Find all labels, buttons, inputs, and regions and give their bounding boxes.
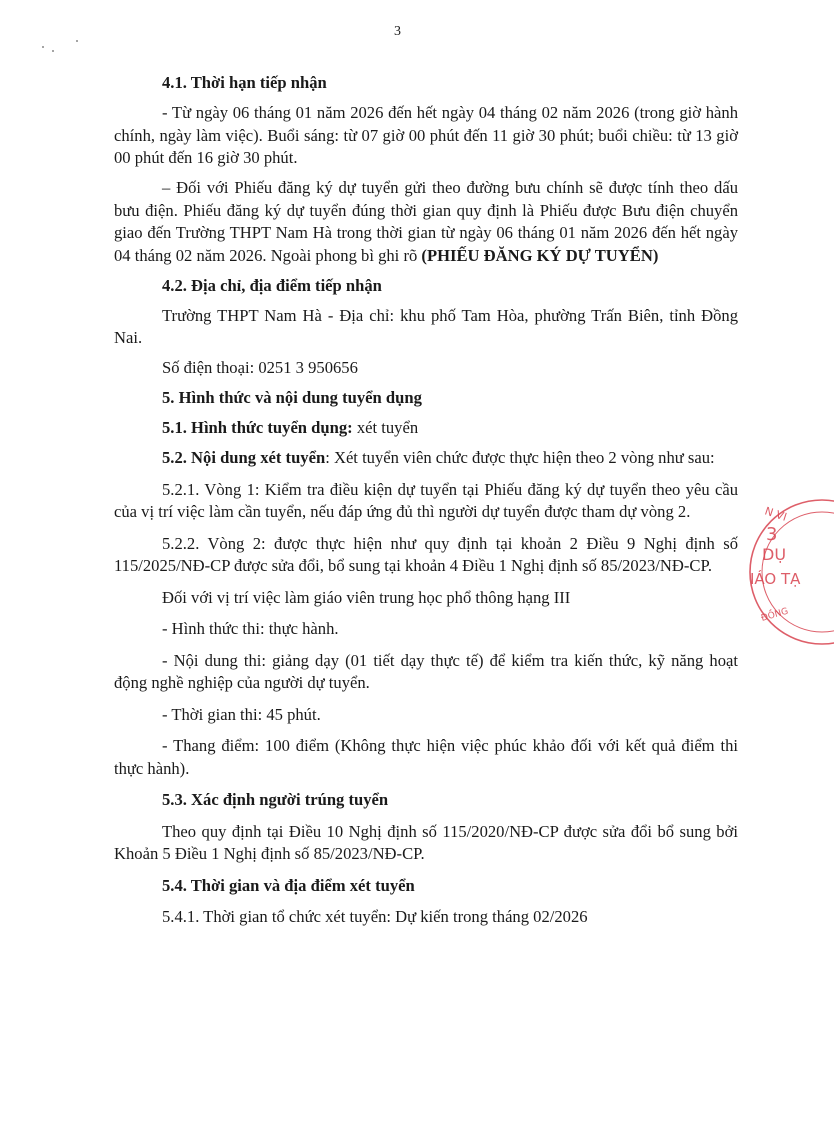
scan-speck xyxy=(42,46,44,48)
heading-4-2: 4.2. Địa chỉ, địa điểm tiếp nhận xyxy=(162,275,382,295)
paragraph-5-4-1: 5.4.1. Thời gian tổ chức xét tuyển: Dự kiến trong tháng 02/2026 xyxy=(162,907,588,926)
paragraph-5-2: 5.2. Nội dung xét tuyển: Xét tuyển viên chức được thực hiện theo 2 vòng như sau: xyxy=(162,448,715,467)
paragraph-position: Đối với vị trí việc làm giáo viên trung học phổ thông hạng III xyxy=(162,587,571,607)
paragraph-round-2: 5.2.2. Vòng 2: được thực hiện như quy định tại khoản 2 Điều 9 Nghị định số 115/2025/NĐ-CP được sửa đổi, bổ sung tại khoản 4 Điều 1 Nghị định số 85/2023/NĐ-CP. xyxy=(114,533,738,575)
document-body xyxy=(114,72,738,929)
paragraph-exam-content: - Nội dung thi: giảng dạy (01 tiết dạy thực tế) để kiểm tra kiến thức, kỹ năng hoạt động nghề nghiệp của người dự tuyển. xyxy=(114,650,738,692)
paragraph-postal-submission: – Đối với Phiếu đăng ký dự tuyển gửi theo đường bưu chính sẽ được tính theo dấu bưu điện. Phiếu đăng ký dự tuyển đúng thời gian quy định là Phiếu được Bưu điện chuyển giao đến Trường THPT Nam Hà trong thời gian từ ngày 06 tháng 01 năm 2026 đến hết ngày 04 tháng 02 năm 2026. Ngoài phong bì ghi rõ (PHIẾU ĐĂNG KÝ DỰ TUYỂN) xyxy=(114,178,738,265)
stamp-text-2: 3 xyxy=(766,524,778,545)
heading-5-3: 5.3. Xác định người trúng tuyển xyxy=(162,790,389,809)
stamp-text-3: DỤ xyxy=(762,545,787,564)
paragraph-round-1: 5.2.1. Vòng 1: Kiểm tra điều kiện dự tuyển tại Phiếu đăng ký dự tuyển theo yêu cầu của vị trí việc làm cần tuyển, nếu đáp ứng đủ thì người dự tuyển được tham dự vòng 2. xyxy=(114,479,738,521)
heading-4-1: 4.1. Thời hạn tiếp nhận xyxy=(162,73,327,92)
bold-form-label: (PHIẾU ĐĂNG KÝ DỰ TUYỂN) xyxy=(421,245,659,265)
stamp-text-1: N VI xyxy=(763,504,789,524)
paragraph-receiving-time: - Từ ngày 06 tháng 01 năm 2026 đến hết ngày 04 tháng 02 năm 2026 (trong giờ hành chính, ngày làm việc). Buổi sáng: từ 07 giờ 00 phút đến 11 giờ 30 phút; buổi chiều: từ 13 giờ 00 phút đến 16 giờ 30 phút. xyxy=(114,103,738,167)
paragraph-address: Trường THPT Nam Hà - Địa chỉ: khu phố Tam Hòa, phường Trấn Biên, tỉnh Đồng Nai. xyxy=(114,305,738,347)
page-number: 3 xyxy=(394,24,401,39)
scan-speck xyxy=(52,50,54,52)
stamp-text-4: IÁO TẠ xyxy=(750,570,801,588)
paragraph-score-scale: - Thang điểm: 100 điểm (Không thực hiện việc phúc khảo đối với kết quả điểm thi thực hành). xyxy=(114,736,738,778)
official-stamp xyxy=(744,494,834,664)
heading-5: 5. Hình thức và nội dung tuyển dụng xyxy=(162,388,422,407)
heading-5-4: 5.4. Thời gian và địa điểm xét tuyển xyxy=(162,875,415,895)
stamp-text-5: ĐỒNG xyxy=(760,606,790,624)
scan-speck xyxy=(76,40,78,42)
paragraph-exam-time: - Thời gian thi: 45 phút. xyxy=(162,704,321,724)
paragraph-exam-form: - Hình thức thi: thực hành. xyxy=(162,619,339,638)
paragraph-phone: Số điện thoại: 0251 3 950656 xyxy=(162,358,358,377)
paragraph-5-1: 5.1. Hình thức tuyển dụng: xét tuyển xyxy=(162,418,419,437)
paragraph-5-3: Theo quy định tại Điều 10 Nghị định số 115/2020/NĐ-CP được sửa đổi bổ sung bởi Khoản 5 Điều 1 Nghị định số 85/2023/NĐ-CP. xyxy=(114,821,738,863)
